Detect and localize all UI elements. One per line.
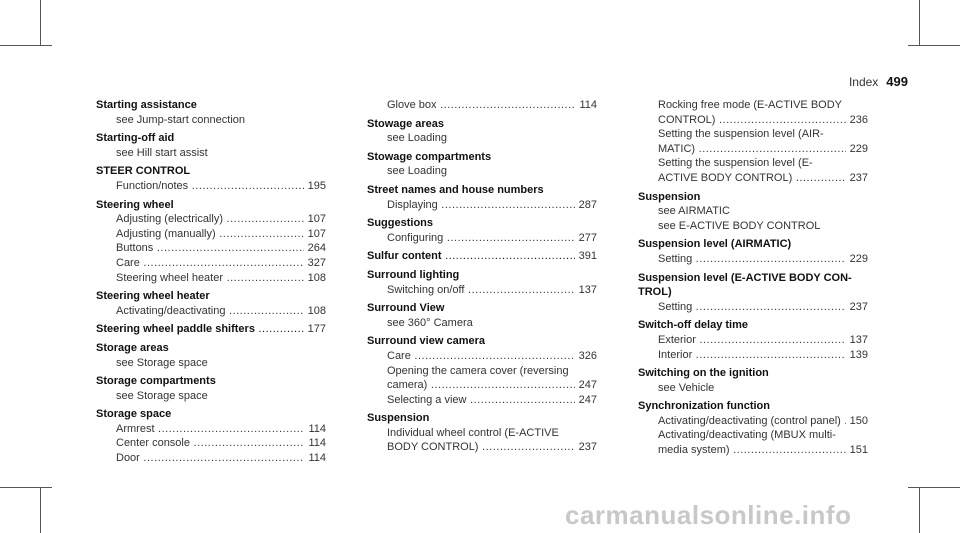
page-ref: 139 xyxy=(849,348,868,361)
page-ref: 237 xyxy=(578,441,597,454)
sub-entry xyxy=(96,241,326,256)
page-ref: 137 xyxy=(578,283,597,296)
page-ref: 237 xyxy=(849,171,868,184)
sub-entry xyxy=(367,393,597,408)
index-term: Starting-off aid xyxy=(96,132,175,145)
index-term: TROL) xyxy=(638,286,672,299)
sub-entry-label: MATIC) ..... xyxy=(658,142,846,157)
page-header xyxy=(849,74,908,89)
sub-entry xyxy=(96,179,326,194)
sub-entry-label: Glove box ..... xyxy=(387,98,575,113)
sub-entry-label: camera) ..... xyxy=(387,378,575,393)
sub-entry-label: Configuring ..... xyxy=(387,231,575,246)
watermark: carmanualsonline.info xyxy=(565,500,852,530)
index-term: Synchronization function xyxy=(638,400,770,413)
sub-entry-label: Exterior ..... xyxy=(658,333,846,348)
sub-entry xyxy=(638,113,868,128)
sub-entry xyxy=(638,252,868,267)
index-term: Starting assistance xyxy=(96,99,197,111)
page-number: 499 xyxy=(886,74,908,89)
page-ref: 277 xyxy=(578,231,597,244)
page-ref: 391 xyxy=(578,250,597,263)
sub-entry-label: ACTIVE BODY CONTROL) ..... xyxy=(658,171,846,186)
sub-entry xyxy=(96,304,326,319)
sub-entry: Opening the camera cover (reversing xyxy=(387,364,569,377)
crop-mark xyxy=(40,0,41,46)
index-term: Steering wheel heater xyxy=(96,290,210,303)
sub-entry: see E-ACTIVE BODY CONTROL xyxy=(658,219,821,232)
sub-entry-label: Function/notes ..... xyxy=(116,179,304,194)
page-ref: 150 xyxy=(849,414,868,427)
sub-entry xyxy=(367,378,597,393)
page-ref: 229 xyxy=(849,142,868,155)
sub-entry xyxy=(96,451,326,466)
sub-entry xyxy=(96,271,326,286)
sub-entry xyxy=(638,414,868,429)
crop-mark xyxy=(908,45,960,46)
page-ref: 114 xyxy=(579,99,597,111)
sub-entry: see 360° Camera xyxy=(387,316,473,329)
sub-entry-label: Activating/deactivating ..... xyxy=(116,304,304,319)
section-title: Index xyxy=(848,75,879,89)
page-ref: 327 xyxy=(307,256,326,269)
sub-entry xyxy=(638,443,868,458)
sub-entry xyxy=(638,348,868,363)
sub-entry xyxy=(367,198,597,213)
sub-entry: Individual wheel control (E-ACTIVE xyxy=(387,426,559,439)
index-term: Steering wheel xyxy=(96,198,174,211)
sub-entry: see Loading xyxy=(387,165,447,178)
sub-entry xyxy=(96,436,326,451)
page-ref: 114 xyxy=(308,452,326,465)
index-term xyxy=(367,249,597,264)
index-term: Surround lighting xyxy=(367,268,460,281)
sub-entry-label: media system) ..... xyxy=(658,443,846,458)
page-ref: 107 xyxy=(307,213,326,226)
sub-entry-label: Selecting a view ..... xyxy=(387,393,575,408)
sub-entry-label: Setting ..... xyxy=(658,300,846,315)
page-ref: 326 xyxy=(578,349,597,362)
index-term: Suspension level (E-ACTIVE BODY CON- xyxy=(638,271,852,284)
page-ref: 107 xyxy=(307,227,326,240)
index-term: Storage areas xyxy=(96,341,169,354)
page-ref: 177 xyxy=(307,323,326,336)
sub-entry-label: Switching on/off ..... xyxy=(387,283,575,298)
page-ref: 236 xyxy=(849,113,868,126)
sub-entry-label: CONTROL) ..... xyxy=(658,113,846,128)
index-term-label: Sulfur content ..... xyxy=(367,249,575,264)
index-term: Suspension level (AIRMATIC) xyxy=(638,238,792,251)
sub-entry xyxy=(638,300,868,315)
sub-entry xyxy=(367,98,597,113)
sub-entry xyxy=(367,349,597,364)
sub-entry xyxy=(638,142,868,157)
page-ref: 195 xyxy=(307,179,326,192)
sub-entry-label: Displaying ..... xyxy=(387,198,575,213)
sub-entry: Setting the suspension level (AIR- xyxy=(658,128,824,141)
sub-entry-label: Care ..... xyxy=(387,349,575,364)
sub-entry-label: Setting ..... xyxy=(658,252,846,267)
sub-entry-label: Steering wheel heater ..... xyxy=(116,271,304,286)
sub-entry xyxy=(96,256,326,271)
page-ref: 108 xyxy=(307,304,326,317)
index-term: Stowage areas xyxy=(367,117,445,130)
crop-mark xyxy=(919,487,920,533)
crop-mark xyxy=(0,45,52,46)
sub-entry xyxy=(96,422,326,437)
sub-entry-label: Door ..... xyxy=(116,451,304,466)
page-ref: 114 xyxy=(308,437,326,450)
page-ref: 247 xyxy=(578,393,597,406)
sub-entry-label: Interior ..... xyxy=(658,348,846,363)
sub-entry-label: Care ..... xyxy=(116,256,304,271)
sub-entry xyxy=(367,231,597,246)
sub-entry: see Jump-start connection xyxy=(116,113,246,126)
page-ref: 287 xyxy=(578,198,597,211)
page-ref: 114 xyxy=(308,422,326,435)
sub-entry: see Hill start assist xyxy=(116,146,208,159)
index-term: Stowage compartments xyxy=(367,150,492,163)
crop-mark xyxy=(0,487,52,488)
sub-entry-label: BODY CONTROL) ..... xyxy=(387,440,575,455)
sub-entry-label: Adjusting (electrically) ..... xyxy=(116,212,304,227)
index-term xyxy=(96,322,326,337)
sub-entry xyxy=(367,283,597,298)
sub-entry xyxy=(367,440,597,455)
index-term: Suspension xyxy=(638,190,701,203)
crop-mark xyxy=(40,487,41,533)
page-ref: 229 xyxy=(849,252,868,265)
index-term: Surround View xyxy=(367,302,445,315)
crop-mark xyxy=(919,0,920,46)
sub-entry: Rocking free mode (E-ACTIVE BODY xyxy=(658,99,843,111)
sub-entry: see Vehicle xyxy=(658,381,715,394)
sub-entry: see Storage space xyxy=(116,356,208,369)
sub-entry xyxy=(96,227,326,242)
index-term: Street names and house numbers xyxy=(367,183,544,196)
page-ref: 247 xyxy=(578,379,597,392)
index-term-label: Steering wheel paddle shifters ..... xyxy=(96,322,304,337)
index-term: Storage space xyxy=(96,408,172,421)
sub-entry: see Storage space xyxy=(116,389,208,402)
sub-entry-label: Buttons ..... xyxy=(116,241,304,256)
sub-entry-label: Armrest ..... xyxy=(116,422,304,437)
page-ref: 108 xyxy=(307,271,326,284)
sub-entry-label: Center console ..... xyxy=(116,436,304,451)
sub-entry-label: Adjusting (manually) ..... xyxy=(116,227,304,242)
index-term: Surround view camera xyxy=(367,335,485,348)
sub-entry: Activating/deactivating (MBUX multi- xyxy=(658,429,836,442)
sub-entry: Setting the suspension level (E- xyxy=(658,157,813,170)
page-ref: 237 xyxy=(849,300,868,313)
index-term: Switching on the ignition xyxy=(638,367,769,380)
index-column-1 xyxy=(96,98,326,466)
sub-entry-label: Activating/deactivating (control panel) ..... xyxy=(658,414,846,429)
index-term: Storage compartments xyxy=(96,375,216,388)
index-term: Suspension xyxy=(367,412,430,425)
page-ref: 264 xyxy=(307,242,326,255)
sub-entry: see Loading xyxy=(387,132,447,145)
sub-entry: see AIRMATIC xyxy=(658,205,730,218)
index-term: Switch-off delay time xyxy=(638,319,749,332)
sub-entry xyxy=(638,171,868,186)
crop-mark xyxy=(908,487,960,488)
page-ref: 151 xyxy=(849,444,868,457)
index-column-3 xyxy=(638,98,868,458)
index-term: STEER CONTROL xyxy=(96,165,191,178)
page-ref: 137 xyxy=(849,333,868,346)
index-column-2 xyxy=(367,98,597,455)
index-term: Suggestions xyxy=(367,217,434,230)
sub-entry xyxy=(96,212,326,227)
sub-entry xyxy=(638,333,868,348)
